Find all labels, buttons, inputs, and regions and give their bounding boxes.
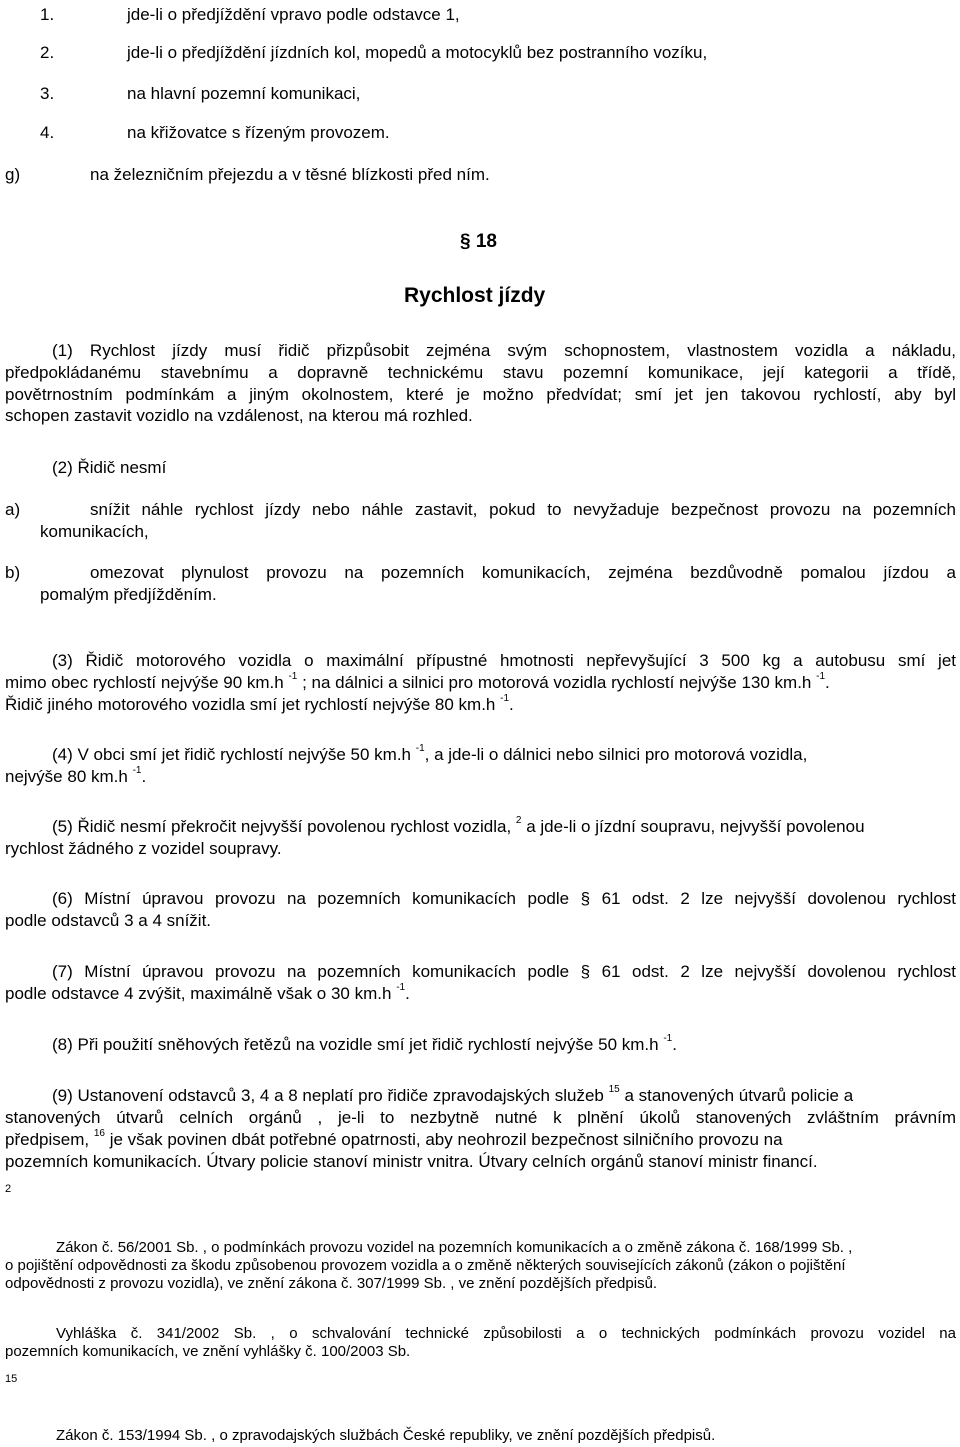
paragraph-line: mimo obec rychlostí nejvýše 90 km.h $^{-1}$ ; na dálnici a silnici pro motorová vozidla rychlostí nejvýše 130 km.h $^{-1}$. — [5, 671, 830, 692]
section-num: 18 — [475, 231, 497, 252]
footnote-mark: 15 — [5, 1373, 18, 1385]
list-number: 4. — [40, 123, 55, 142]
list-text: jde-li o předjíždění vpravo podle odstavce 1, — [127, 5, 460, 24]
paragraph-2-intro: (2) Řidič nesmí — [52, 458, 167, 477]
list-text: na křižovatce s řízeným provozem. — [127, 123, 390, 142]
footnote-line: o pojištění odpovědnosti za škodu způsobenou provozem vozidla a o změně některých souvisejících zákonů (zákon o pojištění — [5, 1257, 846, 1274]
section-number — [460, 231, 497, 253]
paragraph-line: (9) Ustanovení odstavců 3, 4 a 8 neplatí pro řidiče zpravodajských služeb $^{15}$ a stanovených útvarů policie a — [52, 1084, 854, 1105]
footnote-line: pozemních komunikacích, ve znění vyhlášky č. 100/2003 Sb. — [5, 1343, 411, 1360]
footnote-mark: 2 — [5, 1183, 12, 1195]
list-number: 2. — [40, 43, 55, 62]
paragraph-line: (3) Řidič motorového vozidla o maximální přípustné hmotnosti nepřevyšující 3 500 kg a autobusu smí jet — [52, 651, 956, 670]
paragraph-line: (7) Místní úpravou provozu na pozemních komunikacích podle § 61 odst. 2 lze nejvyšší dovolenou rychlost — [52, 962, 956, 981]
paragraph-line: (5) Řidič nesmí překročit nejvyšší povolenou rychlost vozidla, $^2$ a jde-li o jízdní soupravu, nejvyšší povolenou — [52, 815, 865, 836]
footnote-line: Zákon č. 153/1994 Sb. , o zpravodajských službách České republiky, ve znění pozdějších předpisů. — [56, 1427, 716, 1444]
footnote-line: odpovědnosti z provozu vozidla), ve znění zákona č. 307/1999 Sb. , ve znění pozdějších předpisů. — [5, 1275, 658, 1292]
paragraph-line: (4) V obci smí jet řidič rychlostí nejvýše 50 km.h $^{-1}$, a jde-li o dálnici nebo silnici pro motorová vozidla, — [52, 743, 808, 764]
paragraph-line: stanovených útvarů celních orgánů , je-li to nezbytně nutné k plnění úkolů stanovených zvláštním právním — [5, 1108, 956, 1127]
item-line: snížit náhle rychlost jízdy nebo náhle zastavit, pokud to nevyžaduje bezpečnost provozu na pozemních — [90, 500, 956, 519]
list-text: na hlavní pozemní komunikaci, — [127, 84, 361, 103]
item-label: a) — [5, 500, 21, 519]
item-label: g) — [5, 165, 21, 184]
paragraph-line: (1) Rychlost jízdy musí řidič přizpůsobit zejména svým schopnostem, vlastnostem vozidla a nákladu, — [52, 341, 956, 360]
paragraph-line: (6) Místní úpravou provozu na pozemních komunikacích podle § 61 odst. 2 lze nejvyšší dovolenou rychlost — [52, 889, 956, 908]
paragraph-line: rychlost žádného z vozidel soupravy. — [5, 839, 282, 858]
item-line: komunikacích, — [40, 522, 149, 541]
section-symbol: § — [460, 231, 471, 252]
section-title: Rychlost jízdy — [404, 284, 546, 307]
paragraph-line: předpokládanému stavebnímu a dopravně technickému stavu pozemní komunikace, její kategorii a třídě, — [5, 363, 956, 382]
paragraph-line: nejvýše 80 km.h $^{-1}$. — [5, 765, 147, 786]
list-number: 1. — [40, 5, 55, 24]
paragraph-line: podle odstavců 3 a 4 snížit. — [5, 911, 212, 930]
item-label: b) — [5, 563, 21, 582]
paragraph-line: (8) Při použití sněhových řetězů na vozidle smí jet řidič rychlostí nejvýše 50 km.h $^{-1}$. — [52, 1033, 677, 1054]
list-number: 3. — [40, 84, 55, 103]
paragraph-line: podle odstavce 4 zvýšit, maximálně však o 30 km.h $^{-1}$. — [5, 982, 410, 1003]
paragraph-line: předpisem, $^{16}$ je však povinen dbát potřebné opatrnosti, aby neohrozil bezpečnost silničního provozu na — [5, 1128, 783, 1149]
item-line: omezovat plynulost provozu na pozemních komunikacích, zejména bezdůvodně pomalou jízdou a — [90, 563, 956, 582]
list-text: jde-li o předjíždění jízdních kol, mopedů a motocyklů bez postranního vozíku, — [127, 43, 708, 62]
paragraph-line: Řidič jiného motorového vozidla smí jet rychlostí nejvýše 80 km.h $^{-1}$. — [5, 693, 514, 714]
footnote-line: Zákon č. 56/2001 Sb. , o podmínkách provozu vozidel na pozemních komunikacích a o změně zákona č. 168/1999 Sb. , — [56, 1239, 853, 1256]
item-line: pomalým předjížděním. — [40, 585, 217, 604]
paragraph-line: pozemních komunikacích. Útvary policie stanoví ministr vnitra. Útvary celních orgánů stanoví ministr financí. — [5, 1152, 818, 1171]
paragraph-line: schopen zastavit vozidlo na vzdálenost, na kterou má rozhled. — [5, 406, 473, 425]
footnote-line: Vyhláška č. 341/2002 Sb. , o schvalování technické způsobilosti a o technických podmínkách provozu vozidel na — [56, 1325, 956, 1342]
paragraph-line: povětrnostním podmínkám a jiným okolnostem, které je možno předvídat; smí jet jen takovou rychlostí, aby byl — [5, 385, 956, 404]
item-text: na železničním přejezdu a v těsné blízkosti před ním. — [90, 165, 490, 184]
